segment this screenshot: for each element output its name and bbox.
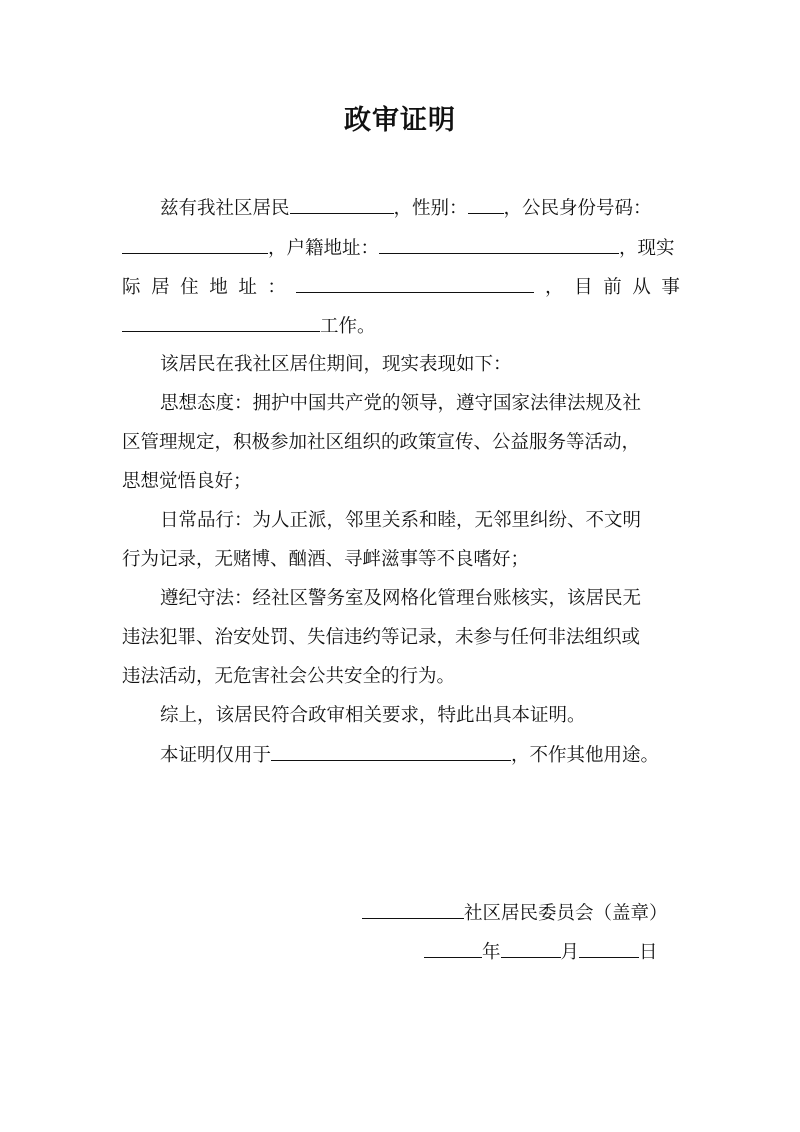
conclusion-line: 综上，该居民符合政审相关要求，特此出具本证明。 bbox=[160, 705, 586, 726]
conduct-line-1: 日常品行：为人正派，邻里关系和睦，无邻里纠纷、不文明 bbox=[160, 510, 642, 531]
household-address-line bbox=[122, 233, 675, 263]
name-blank[interactable] bbox=[290, 193, 394, 214]
day-blank[interactable] bbox=[579, 937, 639, 958]
law-line-2: 违法犯罪、治安处罚、失信违约等记录，未参与任何非法组织或 bbox=[122, 627, 641, 648]
page-title: 政审证明 bbox=[344, 105, 456, 136]
current-label-start: ，现实 bbox=[619, 238, 675, 259]
occupation-suffix: 工作。 bbox=[320, 316, 376, 337]
household-address-blank[interactable] bbox=[379, 233, 619, 254]
char: ： bbox=[267, 277, 286, 298]
usage-line bbox=[160, 740, 659, 770]
performance-intro: 该居民在我社区居住期间，现实表现如下： bbox=[160, 354, 512, 375]
law-line-1: 遵纪守法：经社区警务室及网格化管理台账核实，该居民无 bbox=[160, 588, 642, 609]
signature-org-line bbox=[362, 898, 668, 928]
char: 目 bbox=[574, 277, 593, 298]
intro-text: 兹有我社区居民 bbox=[160, 198, 290, 219]
id-number-label: ，公民身份号码： bbox=[503, 198, 652, 219]
char: 从 bbox=[632, 277, 651, 298]
law-line-3: 违法活动，无危害社会公共安全的行为。 bbox=[122, 666, 456, 687]
char: 址 bbox=[238, 277, 257, 298]
resident-intro-line bbox=[160, 193, 652, 223]
gender-label: ，性别： bbox=[393, 198, 468, 219]
char: 地 bbox=[209, 277, 228, 298]
usage-blank[interactable] bbox=[271, 740, 511, 761]
month-blank[interactable] bbox=[501, 937, 561, 958]
char: ， bbox=[545, 277, 564, 298]
ideology-line-2: 区管理规定，积极参加社区组织的政策宣传、公益服务等活动， bbox=[122, 432, 641, 453]
month-label: 月 bbox=[560, 942, 580, 963]
usage-label: 本证明仅用于 bbox=[160, 745, 272, 766]
id-number-blank[interactable] bbox=[122, 233, 268, 254]
char: 居 bbox=[151, 277, 170, 298]
current-address-blank[interactable] bbox=[296, 272, 534, 293]
usage-suffix: ，不作其他用途。 bbox=[511, 745, 660, 766]
household-address-label: ，户籍地址： bbox=[268, 238, 380, 259]
date-line bbox=[424, 937, 658, 967]
occupation-blank[interactable] bbox=[122, 311, 320, 332]
char: 事 bbox=[661, 277, 680, 298]
signature-org: 社区居民委员会（盖章） bbox=[464, 903, 668, 924]
char: 住 bbox=[180, 277, 199, 298]
ideology-line-3: 思想觉悟良好； bbox=[122, 471, 252, 492]
year-blank[interactable] bbox=[424, 937, 482, 958]
current-address-line bbox=[122, 272, 680, 302]
gender-blank[interactable] bbox=[468, 193, 504, 214]
day-label: 日 bbox=[639, 942, 658, 963]
year-label: 年 bbox=[482, 942, 501, 963]
char: 际 bbox=[122, 277, 141, 298]
conduct-line-2: 行为记录，无赌博、酗酒、寻衅滋事等不良嗜好； bbox=[122, 549, 530, 570]
occupation-line bbox=[122, 311, 376, 341]
community-name-blank[interactable] bbox=[362, 898, 464, 919]
ideology-line-1: 思想态度：拥护中国共产党的领导，遵守国家法律法规及社 bbox=[160, 393, 642, 414]
char: 前 bbox=[603, 277, 622, 298]
